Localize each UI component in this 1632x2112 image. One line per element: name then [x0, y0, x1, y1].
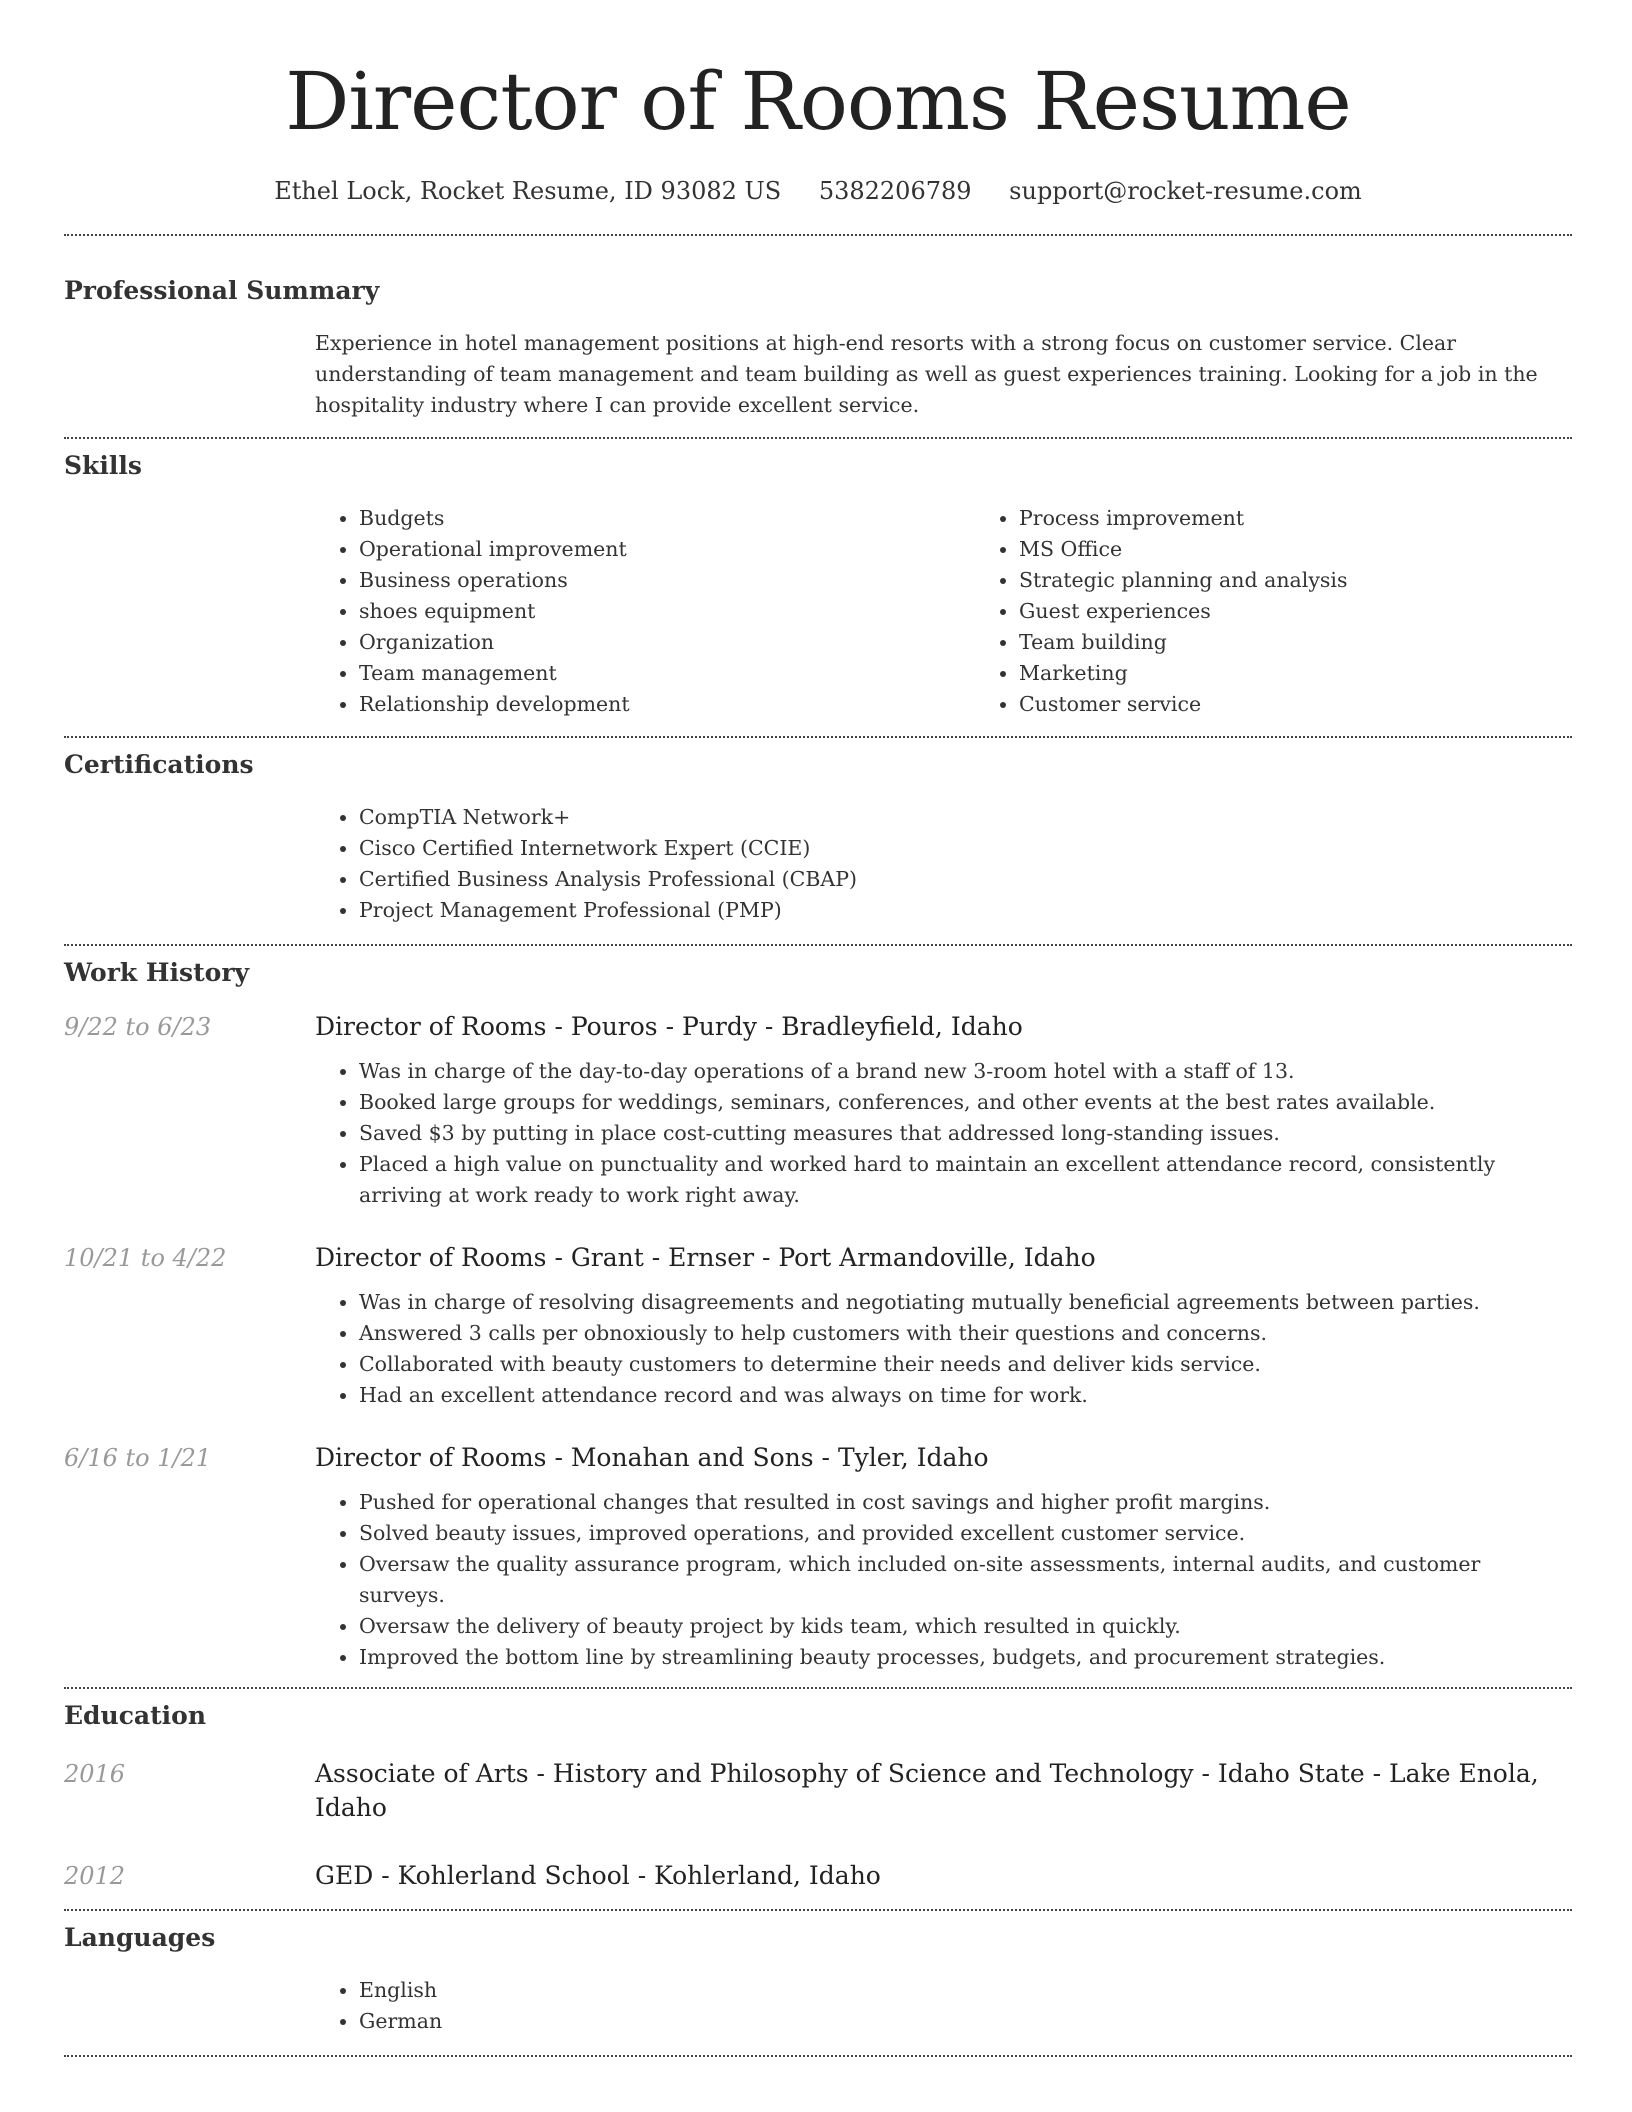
skill-item: • Team building	[1019, 627, 1632, 658]
skills-list-left	[315, 503, 975, 720]
education-entry	[64, 1859, 1572, 1893]
section-divider	[64, 1909, 1572, 1911]
summary-section	[64, 274, 1572, 421]
skill-item: • Business operations	[359, 565, 975, 596]
job-bullet: • Improved the bottom line by streamlining beauty processes, budgets, and procurement strategies.	[359, 1642, 1572, 1673]
contact-phone: 5382206789	[818, 177, 972, 205]
skill-item: • shoes equipment	[359, 596, 975, 627]
job-bullet: • Pushed for operational changes that resulted in cost savings and higher profit margins.	[359, 1487, 1572, 1518]
section-heading-work: Work History	[64, 958, 250, 987]
job-bullet: • Collaborated with beauty customers to determine their needs and deliver kids service.	[359, 1349, 1572, 1380]
job-dates: 6/16 to 1/21	[64, 1444, 212, 1472]
job-entry	[64, 1241, 1572, 1411]
job-bullet: • Had an excellent attendance record and was always on time for work.	[359, 1380, 1572, 1411]
section-heading-skills: Skills	[64, 451, 142, 480]
education-year: 2012	[64, 1862, 126, 1890]
education-title: GED - Kohlerland School - Kohlerland, Idaho	[315, 1861, 881, 1890]
contact-address: Ethel Lock, Rocket Resume, ID 93082 US	[274, 177, 782, 205]
job-bullets	[315, 1056, 1572, 1211]
job-dates: 9/22 to 6/23	[64, 1013, 212, 1041]
contact-email[interactable]: support@rocket-resume.com	[1009, 177, 1362, 205]
job-title: Director of Rooms - Pouros - Purdy - Bradleyfield, Idaho	[315, 1012, 1023, 1041]
job-entry	[64, 1441, 1572, 1673]
certification-item: • CompTIA Network+	[359, 802, 1572, 833]
job-body	[315, 1241, 1572, 1411]
job-bullet: • Oversaw the delivery of beauty project by kids team, which resulted in quickly.	[359, 1611, 1572, 1642]
skill-item: • MS Office	[1019, 534, 1632, 565]
language-item: • German	[359, 2006, 1572, 2037]
skill-item: • Organization	[359, 627, 975, 658]
job-bullet: • Was in charge of resolving disagreements and negotiating mutually beneficial agreements between parties.	[359, 1287, 1572, 1318]
skill-item: • Marketing	[1019, 658, 1632, 689]
job-entry	[64, 1010, 1572, 1211]
skill-item: • Process improvement	[1019, 503, 1632, 534]
job-bullet: • Booked large groups for weddings, seminars, conferences, and other events at the best rates available.	[359, 1087, 1572, 1118]
certifications-content	[315, 802, 1572, 926]
job-bullets	[315, 1287, 1572, 1411]
education-entry	[64, 1757, 1572, 1825]
section-divider	[64, 944, 1572, 946]
job-body	[315, 1010, 1572, 1211]
section-heading-education: Education	[64, 1701, 207, 1730]
section-divider	[64, 234, 1572, 236]
certifications-section	[64, 748, 1572, 926]
skills-section	[64, 449, 1572, 720]
certification-item: • Project Management Professional (PMP)	[359, 895, 1572, 926]
section-divider	[64, 437, 1572, 439]
section-divider	[64, 1687, 1572, 1689]
job-bullet: • Was in charge of the day-to-day operations of a brand new 3-room hotel with a staff of 13.	[359, 1056, 1572, 1087]
job-bullet: • Solved beauty issues, improved operations, and provided excellent customer service.	[359, 1518, 1572, 1549]
certification-item: • Cisco Certified Internetwork Expert (CCIE)	[359, 833, 1572, 864]
certifications-list	[315, 802, 1572, 926]
job-bullet: • Oversaw the quality assurance program, which included on-site assessments, internal audits, and customer surveys.	[359, 1549, 1572, 1611]
skill-item: • Budgets	[359, 503, 975, 534]
skill-item: • Team management	[359, 658, 975, 689]
languages-section	[64, 1921, 1572, 2037]
job-title: Director of Rooms - Grant - Ernser - Port Armandoville, Idaho	[315, 1243, 1096, 1272]
job-dates: 10/21 to 4/22	[64, 1244, 227, 1272]
job-bullet: • Saved $3 by putting in place cost-cutting measures that addressed long-standing issues.	[359, 1118, 1572, 1149]
job-body	[315, 1441, 1572, 1673]
languages-list	[315, 1975, 1572, 2037]
contact-line	[64, 174, 1572, 208]
resume-title: Director of Rooms Resume	[285, 55, 1351, 148]
skill-item: • Relationship development	[359, 689, 975, 720]
summary-text: Experience in hotel management positions at high-end resorts with a strong focus on customer service. Clear understanding of team management and team building as well as guest experiences training. Looking for a job in the hospitality industry where I can provide excellent service.	[315, 331, 1538, 417]
job-title: Director of Rooms - Monahan and Sons - Tyler, Idaho	[315, 1443, 989, 1472]
language-item: • English	[359, 1975, 1572, 2006]
resume-page	[64, 0, 1572, 2057]
education-year: 2016	[64, 1760, 126, 1788]
section-divider	[64, 2055, 1572, 2057]
section-heading-certifications: Certifications	[64, 750, 254, 779]
education-title: Associate of Arts - History and Philosophy of Science and Technology - Idaho State - Lake Enola, Idaho	[315, 1759, 1539, 1822]
certification-item: • Certified Business Analysis Professional (CBAP)	[359, 864, 1572, 895]
skill-item: • Customer service	[1019, 689, 1632, 720]
education-section	[64, 1699, 1572, 1893]
section-heading-languages: Languages	[64, 1923, 216, 1952]
skill-item: • Guest experiences	[1019, 596, 1632, 627]
job-bullets	[315, 1487, 1572, 1673]
skill-item: • Strategic planning and analysis	[1019, 565, 1632, 596]
work-section	[64, 956, 1572, 1673]
job-bullet: • Answered 3 calls per obnoxiously to help customers with their questions and concerns.	[359, 1318, 1572, 1349]
job-bullet: • Placed a high value on punctuality and worked hard to maintain an excellent attendance record, consistently arriving at work ready to work right away.	[359, 1149, 1572, 1211]
skills-grid	[315, 503, 1572, 720]
section-heading-summary: Professional Summary	[64, 276, 380, 305]
skill-item: • Operational improvement	[359, 534, 975, 565]
languages-content	[315, 1975, 1572, 2037]
summary-content	[315, 328, 1572, 421]
section-divider	[64, 736, 1572, 738]
skills-list-right	[975, 503, 1632, 720]
